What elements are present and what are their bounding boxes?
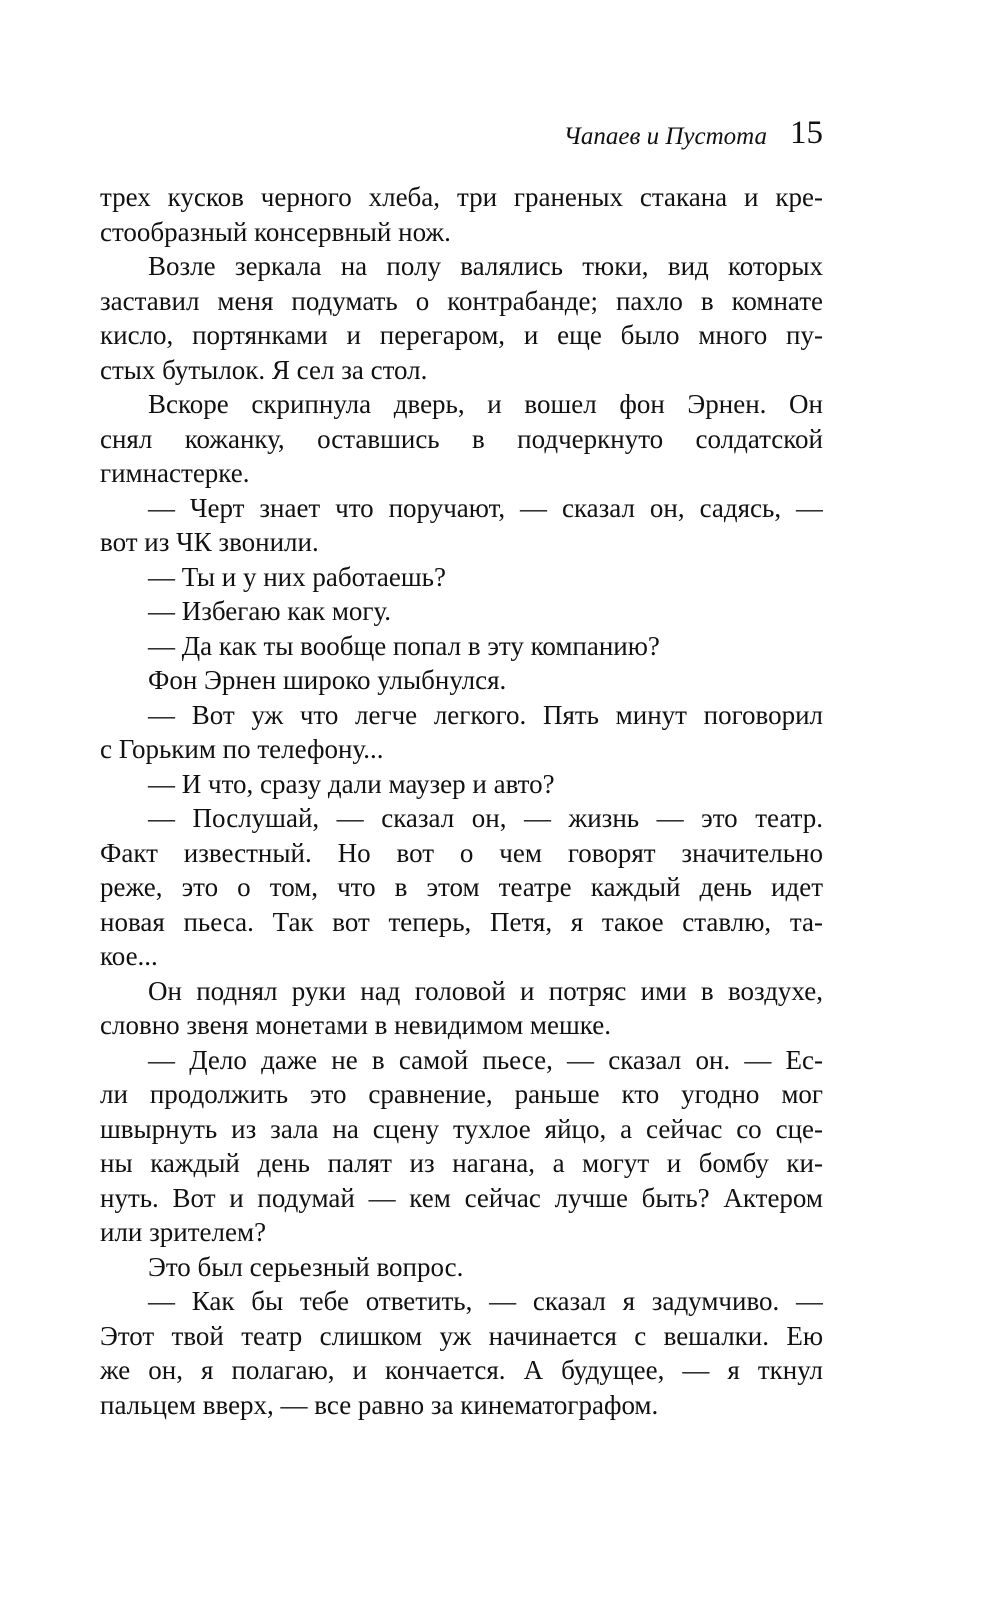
text-line: гимнастерке. [100,458,250,488]
text-line: Это был серьезный вопрос. [148,1251,464,1282]
text-line: — Как бы тебе ответить, — сказал я задумчиво. — [148,1286,823,1316]
book-title: Чапаев и Пустота [563,123,767,150]
text-line: стых бутылок. Я сел за стол. [100,354,428,385]
page-number: 15 [790,115,823,151]
text-line: — Избегаю как могу. [148,596,392,626]
text-line: или зрителем? [100,1217,267,1247]
text-line: снял кожанку, оставшись в подчеркнуто солдатской [100,423,823,454]
text-line: пальцем вверх, — все равно за кинематографом. [100,1389,659,1420]
text-line: Этот твой театр слишком уж начинается с вешалки. Ею [100,1320,823,1351]
running-head [100,112,823,162]
text-line: заставил меня подумать о контрабанде; пахло в комнате [100,285,823,316]
text-line: с Горьким по телефону... [100,734,384,764]
text-line: Он поднял руки над головой и потряс ими в воздухе, [148,975,823,1006]
text-line: стообразный консервный нож. [100,216,451,247]
text-line: — Вот уж что легче легкого. Пять минут поговорил [148,699,823,730]
text-line: кое... [100,941,158,971]
text-line: Вскоре скрипнула дверь, и вошел фон Эрнен. Он [148,389,823,419]
text-line: ли продолжить это сравнение, раньше кто угодно мог [100,1079,823,1109]
text-line: — Дело даже не в самой пьесе, — сказал он. — Ес- [148,1044,823,1075]
text-line: — И что, сразу дали маузер и авто? [148,768,555,799]
text-line: швырнуть из зала на сцену тухлое яйцо, а сейчас со сце- [100,1113,823,1144]
text-line: — Черт знает что поручают, — сказал он, садясь, — [148,492,823,523]
text-line: — Ты и у них работаешь? [148,561,446,592]
text-line: — Послушай, — сказал он, — жизнь — это театр. [148,803,823,833]
text-line: ны каждый день палят из нагана, а могут и бомбу ки- [100,1148,823,1178]
text-line: Факт известный. Но вот о чем говорят значительно [100,837,823,868]
text-line: словно звеня монетами в невидимом мешке. [100,1010,611,1040]
text-line: трех кусков черного хлеба, три граненых стакана и кре- [100,182,823,212]
text-line: кисло, портянками и перегаром, и еще было много пу- [100,320,823,350]
body-text [100,180,823,1422]
text-line: вот из ЧК звонили. [100,527,319,557]
text-line: новая пьеса. Так вот теперь, Петя, я такое ставлю, та- [100,906,823,937]
text-line: же он, я полагаю, и кончается. А будущее, — я ткнул [100,1355,823,1385]
text-line: нуть. Вот и подумай — кем сейчас лучше быть? Актером [100,1182,823,1213]
text-line: Возле зеркала на полу валялись тюки, вид которых [148,251,823,281]
text-line: реже, это о том, что в этом театре каждый день идет [100,872,823,902]
text-line: Фон Эрнен широко улыбнулся. [148,665,507,695]
text-line: — Да как ты вообще попал в эту компанию? [148,630,660,661]
